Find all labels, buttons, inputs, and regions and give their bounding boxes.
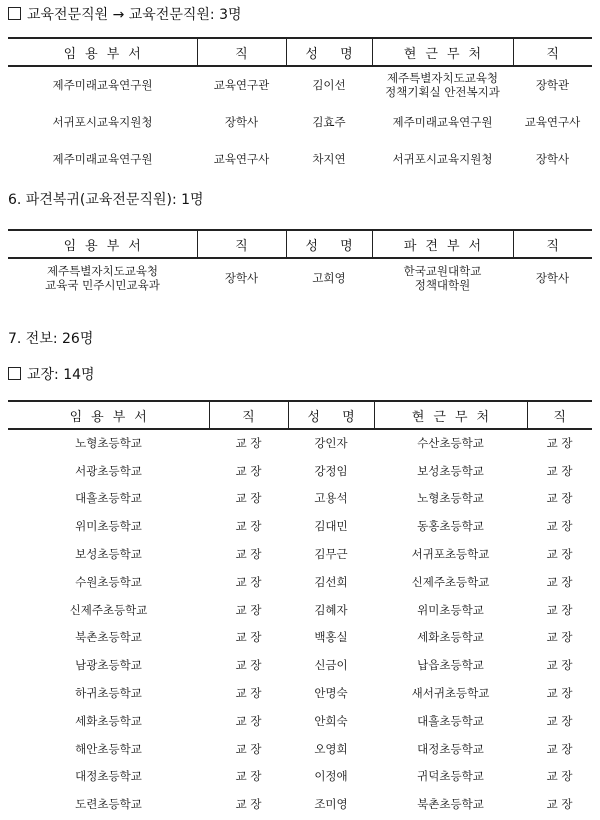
table-cell: 노형초등학교 (75, 436, 142, 451)
table-cell: 장학관 (535, 78, 570, 92)
table-cell: 교 장 (546, 630, 573, 645)
table-cell: 장학사 (224, 114, 259, 129)
table-row (8, 790, 592, 818)
table-row (8, 485, 592, 513)
table-row (8, 707, 592, 735)
table-cell: 교육연구사 (213, 151, 270, 166)
table-cell: 서귀포시교육지원청 (392, 151, 493, 166)
table-header-row (8, 38, 592, 66)
table-cell: 교 장 (546, 547, 573, 562)
table-cell: 교 장 (546, 436, 573, 451)
table-cell: 귀덕초등학교 (417, 769, 484, 784)
table-cell: 교 장 (235, 769, 262, 784)
table-row (8, 512, 592, 540)
table-cell: 서귀포시교육지원청 (52, 114, 153, 129)
table-row (8, 103, 592, 140)
table-cell: 교 장 (546, 741, 573, 756)
column-header-position: 직 (197, 230, 286, 258)
table-cell: 교 장 (546, 602, 573, 617)
table-cell: 위미초등학교 (417, 602, 484, 617)
column-header-position: 직 (513, 230, 592, 258)
table-cell: 교 장 (546, 491, 573, 506)
section-heading-specialist-transfer (8, 4, 242, 24)
section-heading-dispatch-return (8, 189, 204, 209)
specialist-transfer-table (8, 37, 592, 177)
table-cell: 교 장 (546, 713, 573, 728)
table-cell: 장학사 (535, 151, 570, 166)
column-header-position: 직 (197, 38, 286, 66)
table-row (8, 763, 592, 791)
table-cell: 노형초등학교 (417, 491, 484, 506)
table-cell: 동홍초등학교 (417, 519, 484, 534)
table-cell: 장학사 (535, 270, 570, 285)
column-header-appointed-dept: 임용부서 (8, 401, 209, 429)
table-header-row (8, 401, 592, 429)
dispatch-return-table (8, 229, 592, 296)
table-row (8, 568, 592, 596)
table-cell: 교 장 (546, 797, 573, 812)
table-cell: 안희숙 (314, 713, 348, 728)
table-row (8, 679, 592, 707)
table-cell: 차지연 (312, 151, 346, 166)
column-header-position: 직 (209, 401, 288, 429)
column-header-name: 성 명 (286, 230, 372, 258)
table-row (8, 540, 592, 568)
table-cell: 교육연구사 (524, 114, 581, 129)
table-cell: 김이선 (312, 78, 346, 92)
table-cell: 대정초등학교 (75, 769, 142, 784)
table-row (8, 258, 592, 296)
table-cell: 남광초등학교 (75, 658, 142, 673)
table-cell: 납읍초등학교 (417, 658, 484, 673)
table-cell: 보성초등학교 (417, 463, 484, 478)
table-cell: 수원초등학교 (75, 574, 142, 589)
checkbox-square-icon (8, 7, 21, 20)
table-cell: 교 장 (235, 741, 262, 756)
table-cell: 강인자 (314, 436, 348, 451)
table-cell: 오영희 (314, 741, 348, 756)
table-cell: 교 장 (235, 436, 262, 451)
table-cell: 김대민 (314, 519, 348, 534)
table-cell: 제주미래교육연구원 (52, 78, 153, 92)
table-cell: 하귀초등학교 (75, 686, 142, 701)
column-header-current-workplace: 현근무처 (372, 38, 513, 66)
table-cell: 안명숙 (314, 686, 348, 701)
table-row (8, 596, 592, 624)
table-cell: 김효주 (312, 114, 346, 129)
table-cell: 김혜자 (314, 602, 348, 617)
table-row (8, 429, 592, 457)
table-cell: 위미초등학교 (75, 519, 142, 534)
section-heading-transfer (8, 328, 93, 348)
table-cell: 제주특별자치도교육청 교육국 민주시민교육과 (45, 263, 160, 292)
table-cell: 교육연구관 (213, 78, 270, 92)
table-cell: 북촌초등학교 (417, 797, 484, 812)
column-header-appointed-dept: 임용부서 (8, 38, 197, 66)
table-cell: 교 장 (546, 519, 573, 534)
table-cell: 신금이 (314, 658, 348, 673)
table-cell: 제주미래교육연구원 (52, 151, 153, 166)
table-cell: 백홍실 (314, 630, 348, 645)
table-cell: 신제주초등학교 (411, 574, 490, 589)
table-cell: 새서귀초등학교 (411, 686, 490, 701)
column-header-position: 직 (513, 38, 592, 66)
table-cell: 교 장 (546, 686, 573, 701)
table-cell: 대흘초등학교 (417, 713, 484, 728)
table-cell: 한국교원대학교 정책대학원 (403, 263, 482, 292)
table-cell: 보성초등학교 (75, 547, 142, 562)
table-cell: 교 장 (235, 574, 262, 589)
heading-text: 6. 파견복귀(교육전문직원): 1명 (8, 192, 204, 208)
table-cell: 교 장 (235, 658, 262, 673)
table-cell: 북촌초등학교 (75, 630, 142, 645)
table-cell: 고용석 (314, 491, 348, 506)
table-cell: 세화초등학교 (75, 713, 142, 728)
table-cell: 교 장 (235, 630, 262, 645)
table-cell: 교 장 (235, 713, 262, 728)
table-cell: 교 장 (235, 463, 262, 478)
table-cell: 강정임 (314, 463, 348, 478)
table-row (8, 457, 592, 485)
heading-text: 7. 전보: 26명 (8, 331, 94, 347)
table-row (8, 651, 592, 679)
table-cell: 교 장 (235, 686, 262, 701)
column-header-position: 직 (527, 401, 592, 429)
subheading-text: 교장: 14명 (27, 367, 95, 383)
table-cell: 해안초등학교 (75, 741, 142, 756)
table-cell: 교 장 (546, 658, 573, 673)
table-cell: 장학사 (224, 270, 259, 285)
table-cell: 교 장 (235, 547, 262, 562)
table-cell: 도련초등학교 (75, 797, 142, 812)
table-row (8, 735, 592, 763)
subsection-heading-principal (8, 364, 95, 384)
checkbox-square-icon (8, 367, 21, 380)
table-cell: 이정애 (314, 769, 348, 784)
table-cell: 대정초등학교 (417, 741, 484, 756)
table-cell: 교 장 (235, 491, 262, 506)
table-cell: 신제주초등학교 (69, 602, 148, 617)
table-cell: 서귀포초등학교 (411, 547, 490, 562)
heading-text: 교육전문직원 → 교육전문직원: 3명 (27, 7, 242, 23)
table-cell: 교 장 (546, 574, 573, 589)
column-header-appointed-dept: 임용부서 (8, 230, 197, 258)
column-header-current-workplace: 현근무처 (374, 401, 527, 429)
table-row (8, 140, 592, 177)
table-cell: 교 장 (546, 463, 573, 478)
table-row (8, 66, 592, 103)
table-cell: 조미영 (314, 797, 348, 812)
table-cell: 고희영 (312, 270, 346, 285)
table-header-row (8, 230, 592, 258)
table-cell: 세화초등학교 (417, 630, 484, 645)
table-cell: 제주미래교육연구원 (392, 114, 493, 129)
column-header-name: 성 명 (286, 38, 372, 66)
table-cell: 교 장 (235, 797, 262, 812)
table-row (8, 624, 592, 652)
column-header-dispatch-dept: 파견부서 (372, 230, 513, 258)
table-cell: 서광초등학교 (75, 463, 142, 478)
table-cell: 김선희 (314, 574, 348, 589)
table-cell: 교 장 (235, 602, 262, 617)
table-cell: 제주특별자치도교육청 정책기획실 안전복지과 (385, 71, 500, 99)
table-cell: 김무근 (314, 547, 348, 562)
principal-transfer-table (8, 400, 592, 818)
column-header-name: 성 명 (288, 401, 374, 429)
table-cell: 교 장 (546, 769, 573, 784)
table-cell: 수산초등학교 (417, 436, 484, 451)
table-cell: 교 장 (235, 519, 262, 534)
table-cell: 대흘초등학교 (75, 491, 142, 506)
